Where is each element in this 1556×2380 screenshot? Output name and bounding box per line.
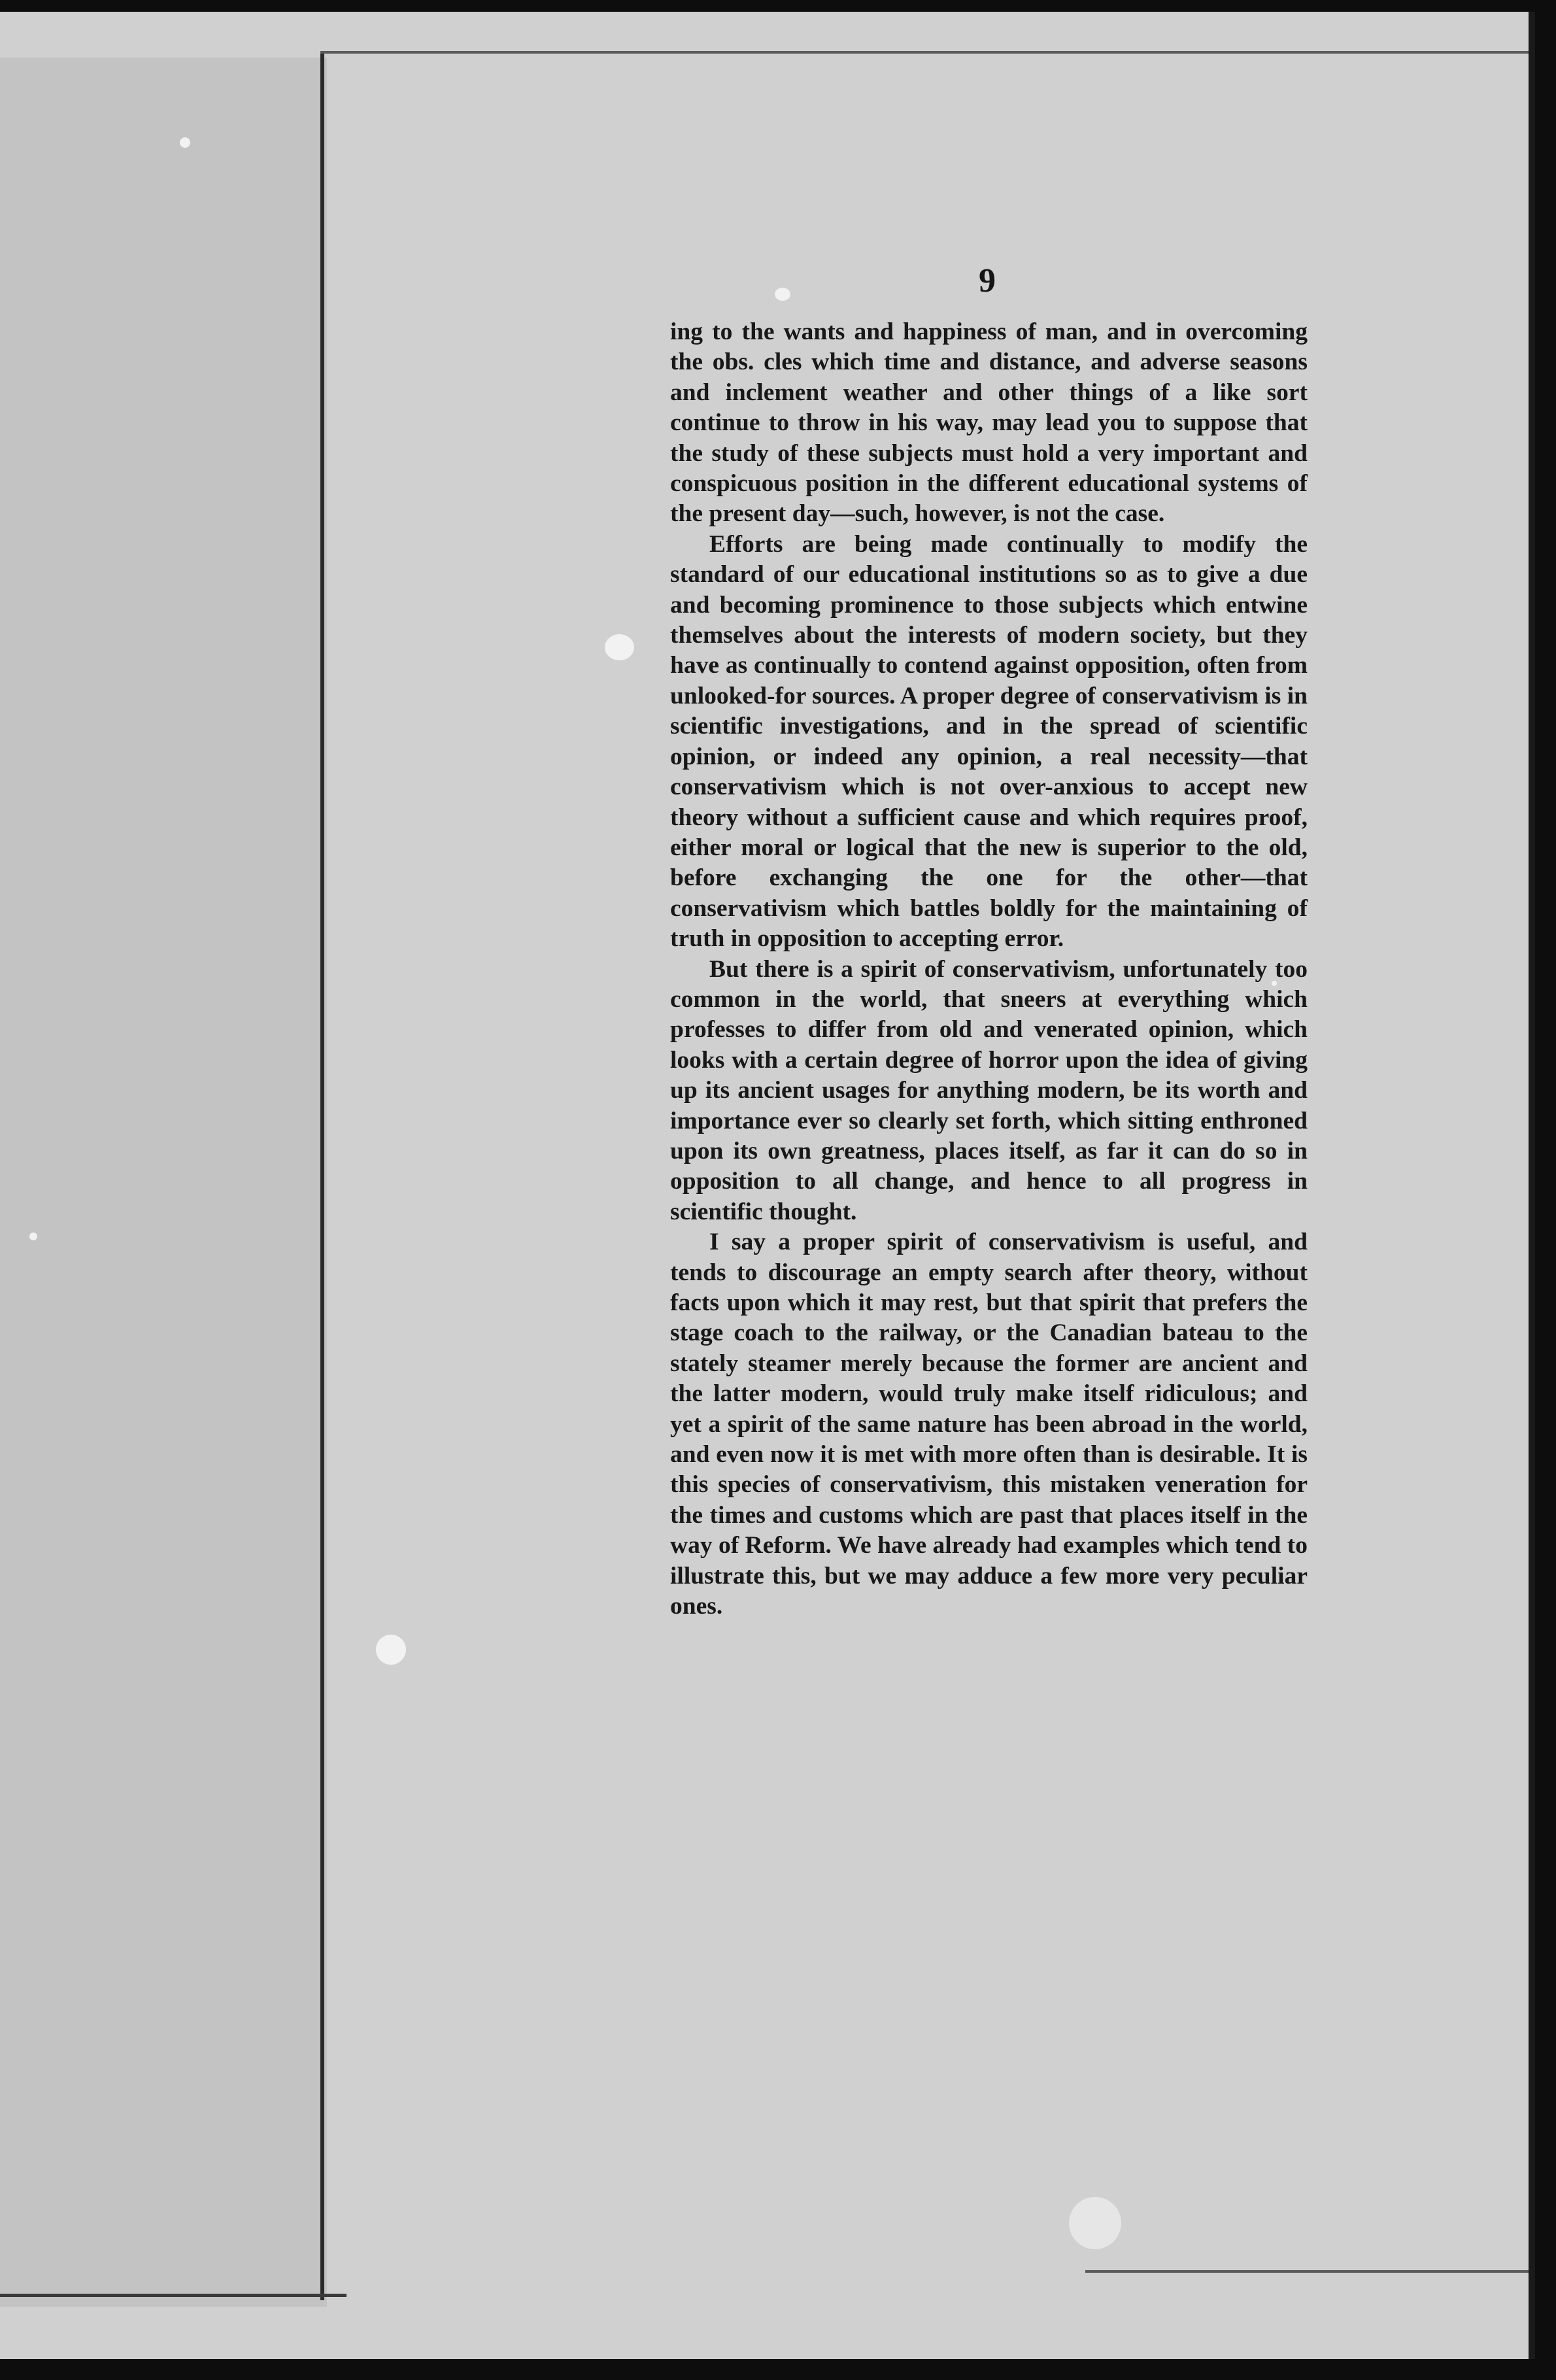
dust-speck	[605, 634, 634, 660]
page-number: 9	[979, 262, 996, 299]
dust-speck	[29, 1232, 37, 1240]
paragraph: Efforts are being made continually to modify the standard of our educational institutions so as to give a due and becoming prominence to those subjects which entwine themselves about the interests of modern society, but they have as continually to contend against opposition, often from unlooked-for sources. A proper degree of conservativism is in scientific investigations, and in the spread of scientific opinion, or indeed any opinion, a real necessity—that conservativism which is not over-anxious to accept new theory without a sufficient cause and which requires proof, either moral or logical that the new is superior to the old, before exchanging the one for the other—that conservativism which battles boldly for the maintaining of truth in opposition to accepting error.	[670, 530, 1308, 953]
dust-speck	[376, 1635, 406, 1665]
page-fold-bottom-right	[1085, 2270, 1530, 2273]
page-fold-bottom-left	[0, 2294, 347, 2297]
left-blank-leaf	[0, 58, 327, 2307]
dust-speck	[1069, 2197, 1121, 2249]
page-fold-top	[320, 51, 1530, 54]
page-fold-vertical	[320, 51, 324, 2300]
right-page-edge	[1529, 12, 1535, 2359]
body-text	[670, 317, 1308, 1622]
paragraph: I say a proper spirit of conservativism is useful, and tends to discourage an empty search after theory, without facts upon which it may rest, but that spirit that prefers the stage coach to the railway, or the Canadian bateau to the stately steamer merely because the former are ancient and the latter modern, would truly make itself ridiculous; and yet a spirit of the same nature has been abroad in the world, and even now it is met with more often than is desirable. It is this species of conservativism, this mistaken veneration for the times and customs which are past that places itself in the way of Reform. We have already had examples which tend to illustrate this, but we may adduce a few more very peculiar ones.	[670, 1229, 1308, 1620]
right-dark-border	[1535, 12, 1556, 2359]
paragraph: ing to the wants and happiness of man, and in overcoming the obs. cles which time and distance, and adverse seasons and inclement weather and other things of a like sort continue to throw in his way, may lead you to suppose that the study of these subjects must hold a very important and conspicuous position in the different educational systems of the present day—such, however, is not the case.	[670, 318, 1308, 528]
dust-speck	[775, 288, 790, 301]
dust-speck	[180, 137, 190, 148]
paragraph: But there is a spirit of conservativism, unfortunately too common in the world, that sneers at everything which professes to differ from old and venerated opinion, which looks with a certain degree of horror upon the idea of giving up its ancient usages for anything modern, be its worth and importance ever so clearly set forth, which sitting enthroned upon its own greatness, places itself, as far it can do so in opposition to all change, and hence to all progress in scientific thought.	[670, 955, 1308, 1225]
